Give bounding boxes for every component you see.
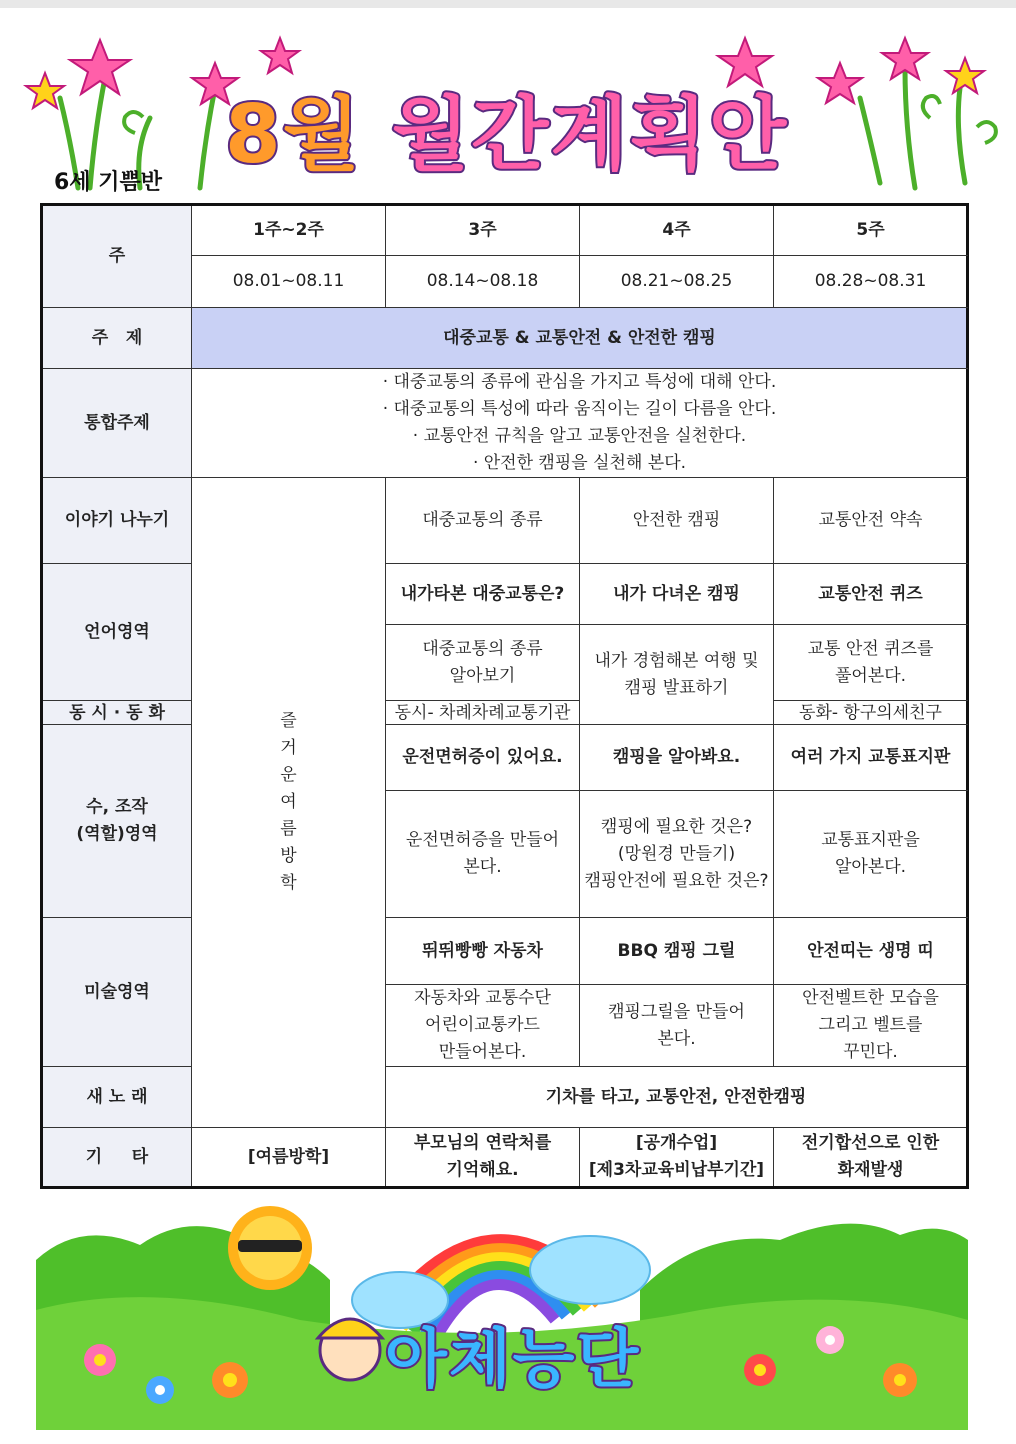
footer-logo: 아체능단 [385, 1323, 641, 1397]
story-cell: 교통안전 약속 [774, 478, 968, 564]
math-desc: 교통표지판을 알아본다. [774, 791, 968, 918]
goal-item: · 안전한 캠핑을 실천해 본다. [472, 453, 687, 473]
poem-cell: 동시- 차례차례교통기관 [386, 701, 580, 725]
goal-item: · 교통안전 규칙을 알고 교통안전을 실천한다. [412, 426, 747, 446]
language-desc: 교통 안전 퀴즈를 풀어본다. [774, 625, 968, 701]
theme-label: 주 제 [42, 308, 192, 369]
integrated-goals [192, 369, 968, 478]
etc-label: 기 타 [42, 1128, 192, 1188]
etc-cell: 부모님의 연락처를 기억해요. [386, 1128, 580, 1188]
art-desc: 안전벨트한 모습을 그리고 벨트를 꾸민다. [774, 985, 968, 1067]
language-desc: 내가 경험해본 여행 및 캠핑 발표하기 [580, 625, 774, 725]
art-title: BBQ 캠핑 그릴 [580, 918, 774, 985]
week-dates: 08.01~08.11 [192, 256, 386, 308]
etc-cell: 전기합선으로 인한 화재발생 [774, 1128, 968, 1188]
title-month: 8월 [225, 88, 362, 181]
poem-label: 동 시 · 동 화 [42, 701, 192, 725]
goal-item: · 대중교통의 종류에 관심을 가지고 특성에 대해 안다. [382, 372, 777, 392]
week-header: 4주 [580, 205, 774, 256]
math-desc: 캠핑에 필요한 것은? (망원경 만들기) 캠핑안전에 필요한 것은? [580, 791, 774, 918]
math-title: 여러 가지 교통표지판 [774, 725, 968, 791]
story-label: 이야기 나누기 [42, 478, 192, 564]
monthly-plan-table [40, 203, 969, 1189]
art-desc: 자동차와 교통수단 어린이교통카드 만들어본다. [386, 985, 580, 1067]
math-title: 캠핑을 알아봐요. [580, 725, 774, 791]
poem-cell: 동화- 항구의세친구 [774, 701, 968, 725]
week-header: 1주~2주 [192, 205, 386, 256]
language-title: 내가 다녀온 캠핑 [580, 564, 774, 625]
week-label: 주 [42, 205, 192, 308]
top-bar [0, 0, 1016, 8]
art-desc: 캠핑그릴을 만들어 본다. [580, 985, 774, 1067]
language-title: 교통안전 퀴즈 [774, 564, 968, 625]
story-cell: 안전한 캠핑 [580, 478, 774, 564]
etc-cell: [여름방학] [192, 1128, 386, 1188]
goal-item: · 대중교통의 특성에 따라 움직이는 길이 다름을 안다. [382, 399, 777, 419]
math-desc: 운전면허증을 만들어 본다. [386, 791, 580, 918]
song-text: 기차를 타고, 교통안전, 안전한캠핑 [386, 1067, 968, 1128]
class-label: 6세 기쁨반 [54, 170, 162, 195]
language-desc: 대중교통의 종류 알아보기 [386, 625, 580, 701]
title-main: 월간계획안 [391, 88, 789, 181]
summer-vacation-column: 즐 거 운 여 름 방 학 [192, 478, 386, 1128]
math-title: 운전면허증이 있어요. [386, 725, 580, 791]
page-title [225, 62, 865, 192]
language-label: 언어영역 [42, 564, 192, 701]
art-title: 뛰뛰빵빵 자동차 [386, 918, 580, 985]
language-title: 내가타본 대중교통은? [386, 564, 580, 625]
story-cell: 대중교통의 종류 [386, 478, 580, 564]
integrated-label: 통합주제 [42, 369, 192, 478]
week-header: 3주 [386, 205, 580, 256]
art-label: 미술영역 [42, 918, 192, 1067]
art-title: 안전띠는 생명 띠 [774, 918, 968, 985]
week-dates: 08.21~08.25 [580, 256, 774, 308]
week-header: 5주 [774, 205, 968, 256]
week-dates: 08.14~08.18 [386, 256, 580, 308]
week-dates: 08.28~08.31 [774, 256, 968, 308]
footer-illustration [0, 1190, 1016, 1440]
song-label: 새 노 래 [42, 1067, 192, 1128]
theme-text: 대중교통 & 교통안전 & 안전한 캠핑 [192, 308, 968, 369]
math-label: 수, 조작 (역할)영역 [42, 725, 192, 918]
etc-cell: [공개수업] [제3차교육비납부기간] [580, 1128, 774, 1188]
